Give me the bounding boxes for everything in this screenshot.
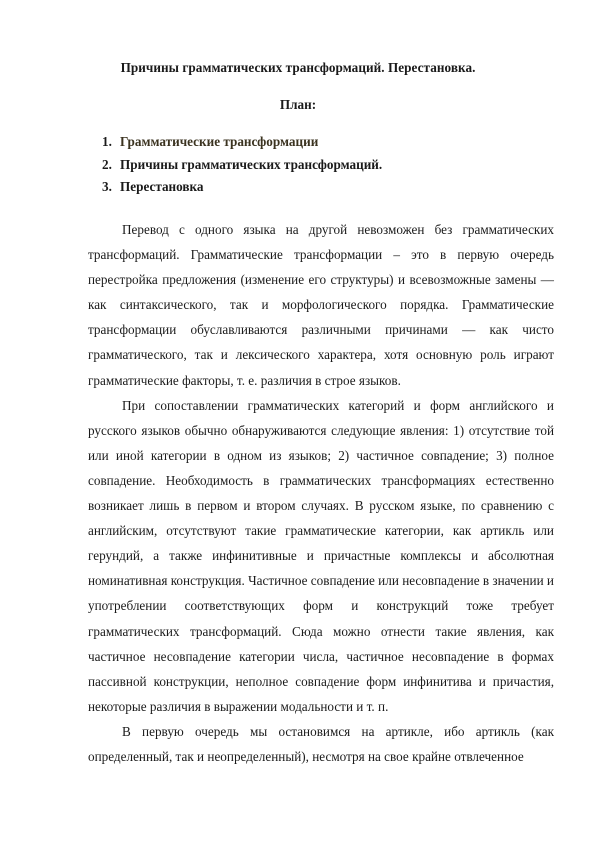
plan-item-number: 2. [102, 156, 112, 172]
document-title: Причины грамматических трансформаций. Перестановка. [120, 60, 476, 75]
plan-item-number: 1. [102, 134, 112, 149]
paragraph: При сопоставлении грамматических категорий и форм английского и русского языков обычно обнаруживаются следующие явления: 1) отсутствие той или иной категории в одном из языков; 2) частичное совпадение; 3) полное совпадение. Необходимость в грамматических трансформациях естественно возникает лишь в первом и втором случаях. В русском языке, по сравнению с английским, отсутствуют такие грамматические категории, как артикль или герундий, а также инфинитивные и причастные комплексы и абсолютная номинативная конструкция. Частичное совпадение или несовпадение в значении и употреблении соответствующих форм и конструкций тоже требует грамматических трансформаций. Сюда можно отнести такие явления, как частичное несовпадение категории числа, частичное несовпадение в формах пассивной конструкции, неполное совпадение форм инфинитива и причастия, некоторые различия в выражении модальности и т. п. [88, 397, 554, 714]
plan-item [102, 131, 382, 154]
plan-item-text: Перестановка [120, 179, 204, 194]
paragraph: В первую очередь мы остановимся на артикле, ибо артикль (как определенный, так и неопределенный), несмотря на свое крайне отвлеченное [88, 723, 554, 764]
body-text [88, 217, 554, 769]
plan-item [102, 176, 382, 199]
plan-item [102, 154, 382, 177]
plan-item-text: Причины грамматических трансформаций. [120, 156, 383, 172]
paragraph: Перевод с одного языка на другой невозможен без грамматических трансформаций. Грамматические трансформации – это в первую очередь перестройка предложения (изменение его структуры) и всевозможные замены — как синтаксического, так и морфологического порядка. Грамматические трансформации обуславливаются различными причинами — как чисто грамматического, так и лексического характера, хотя основную роль играют грамматические факторы, т. е. различия в строе языков. [88, 222, 554, 388]
plan-list [102, 131, 382, 199]
plan-item-text: Грамматические трансформации [120, 134, 319, 149]
plan-item-number: 3. [102, 179, 112, 194]
plan-heading: План: [279, 97, 317, 112]
